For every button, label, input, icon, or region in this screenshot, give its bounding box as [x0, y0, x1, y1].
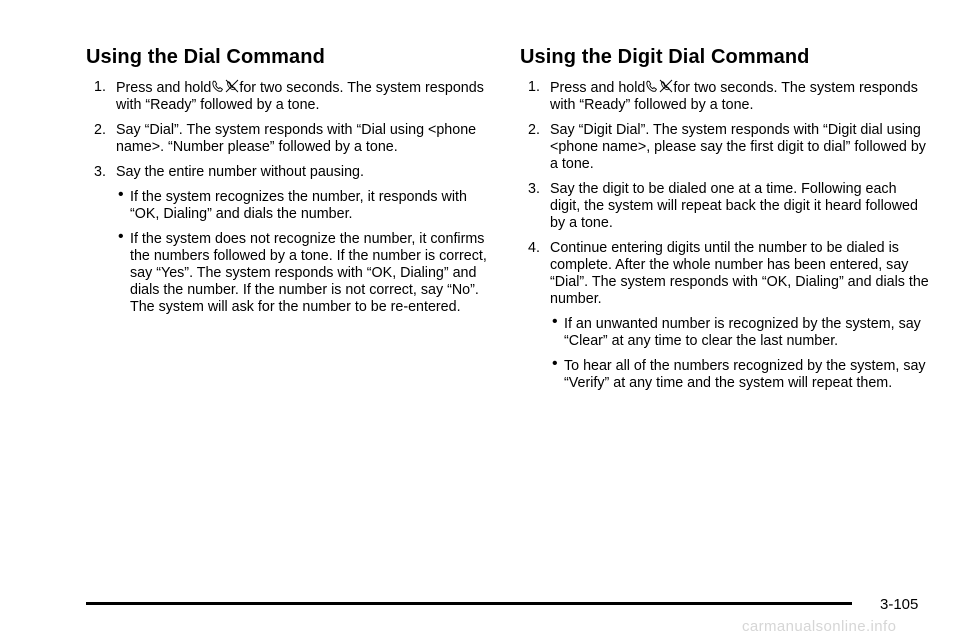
- step-number: 2.: [528, 122, 540, 138]
- step-item: [520, 181, 930, 232]
- bullet-glyph: •: [118, 186, 124, 203]
- step-item: [86, 122, 496, 156]
- step-item: [520, 79, 930, 114]
- page-number: 3-105: [880, 596, 919, 613]
- section-heading-digit-dial-command: Using the Digit Dial Command: [520, 46, 810, 68]
- bullet-item: • If the system recognizes the number, it responds with “OK, Dialing” and dials the number.: [118, 186, 467, 222]
- step-number: 2.: [94, 122, 106, 138]
- step-item: [520, 122, 930, 173]
- step-text: Press and hold for two seconds. The system responds with “Ready” followed by a tone.: [550, 80, 918, 113]
- bullet-glyph: •: [118, 228, 124, 245]
- step-item: [520, 240, 930, 392]
- dial-command-steps: [86, 79, 496, 316]
- step-text: Say “Digit Dial”. The system responds with “Digit dial using <phone name>, please say the first digit to dial” followed by a tone.: [550, 122, 926, 172]
- bullet-item: • If the system does not recognize the number, it confirms the numbers followed by a tone. If the number is correct, say “Yes”. The system responds with “OK, Dialing” and dials the number. If the number is not correct, say “No”. The system will ask for the number to be re-entered.: [118, 228, 487, 315]
- step-number: 1.: [94, 79, 106, 95]
- phone-talk-icon: [645, 79, 659, 93]
- bullet-list: [550, 313, 930, 392]
- step-number: 4.: [528, 240, 540, 256]
- left-column: [86, 44, 496, 324]
- step-number: 3.: [94, 164, 106, 180]
- bullet-glyph: •: [552, 355, 558, 372]
- step-number: 1.: [528, 79, 540, 95]
- bullet-glyph: •: [552, 313, 558, 330]
- step-text: Press and hold for two seconds. The system responds with “Ready” followed by a tone.: [116, 80, 484, 113]
- right-column: [520, 44, 930, 400]
- step-number: 3.: [528, 181, 540, 197]
- watermark: carmanualsonline.info: [742, 618, 897, 635]
- step-item: [86, 79, 496, 114]
- bullet-item: • To hear all of the numbers recognized by the system, say “Verify” at any time and the system will repeat them.: [552, 355, 926, 391]
- phone-talk-icon: [211, 79, 225, 93]
- mute-icon: [225, 79, 239, 93]
- step-text: Say the digit to be dialed one at a time. Following each digit, the system will repeat back the digit it heard followed by a tone.: [550, 181, 918, 231]
- bullet-item: • If an unwanted number is recognized by the system, say “Clear” at any time to clear the last number.: [552, 313, 921, 349]
- step-item: [86, 164, 496, 316]
- step-text: Continue entering digits until the number to be dialed is complete. After the whole number has been entered, say “Dial”. The system responds with “OK, Dialing” and dials the number.: [550, 240, 929, 307]
- section-heading-dial-command: Using the Dial Command: [86, 46, 325, 68]
- step-text: Say the entire number without pausing.: [116, 164, 364, 180]
- mute-icon: [659, 79, 673, 93]
- footer-rule: [86, 602, 852, 605]
- bullet-list: [116, 186, 496, 316]
- digit-dial-steps: [520, 79, 930, 392]
- step-text: Say “Dial”. The system responds with “Dial using <phone name>. “Number please” followed by a tone.: [116, 122, 477, 155]
